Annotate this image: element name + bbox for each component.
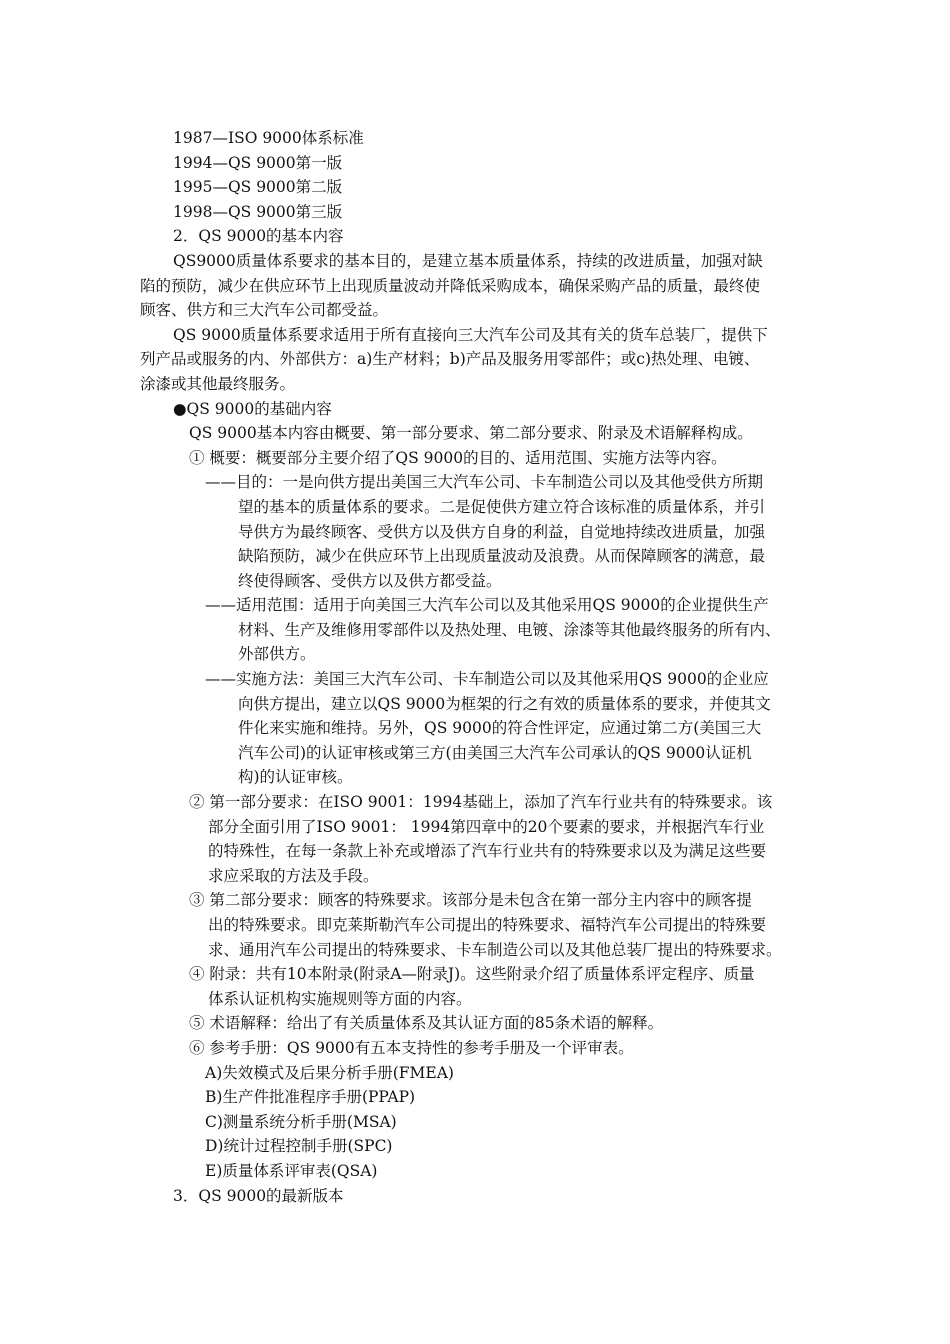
timeline-list	[0, 126, 950, 224]
item-reference-manuals: ⑥ 参考手册：QS 9000有五本支持性的参考手册及一个评审表。	[189, 1038, 634, 1057]
manual-list	[0, 1061, 950, 1184]
timeline-item: 1995—QS 9000第二版	[173, 178, 343, 197]
timeline-item: 1998—QS 9000第三版	[173, 202, 343, 221]
manual-item: E)质量体系评审表(QSA)	[205, 1161, 378, 1180]
manual-item: A)失效模式及后果分析手册(FMEA)	[205, 1063, 454, 1082]
section-2-heading: 2．QS 9000的基本内容	[173, 227, 344, 246]
dash-purpose: ——目的：一是向供方提出美国三大汽车公司、卡车制造公司以及其他受供方所期 望的基本的质量体系的要求。二是促使供方建立符合该标准的质量体系，并引 导供方为最终顾客、受供方以及供方自身的利益，自觉地持续改进质量，加强 缺陷预防，减少在供应环节上出现质量波动及浪费。从而保障顾客的满意，最 终使得顾客、受供方以及供方都受益。	[205, 473, 766, 590]
item-overview: ① 概要：概要部分主要介绍了QS 9000的目的、适用范围、实施方法等内容。	[189, 448, 727, 467]
timeline-item: 1994—QS 9000第一版	[173, 153, 343, 172]
dash-scope: ——适用范围：适用于向美国三大汽车公司以及其他采用QS 9000的企业提供生产 材料、生产及维修用零部件以及热处理、电镀、涂漆等其他最终服务的所有内、 外部供方。	[205, 596, 781, 664]
bullet-heading: ●QS 9000的基础内容	[173, 399, 332, 418]
item-part-two: ③ 第二部分要求：顾客的特殊要求。该部分是未包含在第一部分主内容中的顾客提 出的特殊要求。即克莱斯勒汽车公司提出的特殊要求、福特汽车公司提出的特殊要 求、通用汽车公司提出的特殊要求、卡车制造公司以及其他总装厂提出的特殊要求。	[189, 891, 782, 959]
item-terms: ⑤ 术语解释：给出了有关质量体系及其认证方面的85条术语的解释。	[189, 1014, 664, 1033]
item-part-one: ② 第一部分要求：在ISO 9001：1994基础上，添加了汽车行业共有的特殊要求。该 部分全面引用了ISO 9001： 1994第四章中的20个要素的要求，并根据汽车行业 的特殊性，在每一条款上补充或增添了汽车行业共有的特殊要求以及为满足这些要 求应采取的方法及手段。	[189, 793, 773, 885]
item-appendix: ④ 附录：共有10本附录(附录A—附录J)。这些附录介绍了质量体系评定程序、质量 体系认证机构实施规则等方面的内容。	[189, 965, 755, 1008]
manual-item: B)生产件批准程序手册(PPAP)	[205, 1088, 416, 1107]
section-3-heading: 3．QS 9000的最新版本	[173, 1186, 344, 1205]
paragraph-applicability: QS 9000质量体系要求适用于所有直接向三大汽车公司及其有关的货车总装厂，提供下 列产品或服务的内、外部供方：a)生产材料；b)产品及服务用零部件；或c)热处理、电镀、 涂漆或其他最终服务。	[140, 325, 768, 393]
dash-method: ——实施方法：美国三大汽车公司、卡车制造公司以及其他采用QS 9000的企业应 向供方提出，建立以QS 9000为框架的行之有效的质量体系的要求，并使其文 件化来实施和维持。另外，QS 9000的符合性评定，应通过第二方(美国三大 汽车公司)的认证审核或第三方(由美国三大汽车公司承认的QS 9000认证机 构)的认证审核。	[205, 670, 771, 787]
manual-item: D)统计过程控制手册(SPC)	[205, 1137, 393, 1156]
basic-content-intro: QS 9000基本内容由概要、第一部分要求、第二部分要求、附录及术语解释构成。	[189, 424, 753, 443]
document-page	[0, 126, 950, 1208]
timeline-item: 1987—ISO 9000体系标准	[173, 129, 364, 147]
manual-item: C)测量系统分析手册(MSA)	[205, 1112, 397, 1131]
paragraph-purpose: QS9000质量体系要求的基本目的，是建立基本质量体系，持续的改进质量，加强对缺 陷的预防，减少在供应环节上出现质量波动并降低采购成本，确保采购产品的质量，最终使 顾客、供方和三大汽车公司都受益。	[140, 251, 763, 320]
